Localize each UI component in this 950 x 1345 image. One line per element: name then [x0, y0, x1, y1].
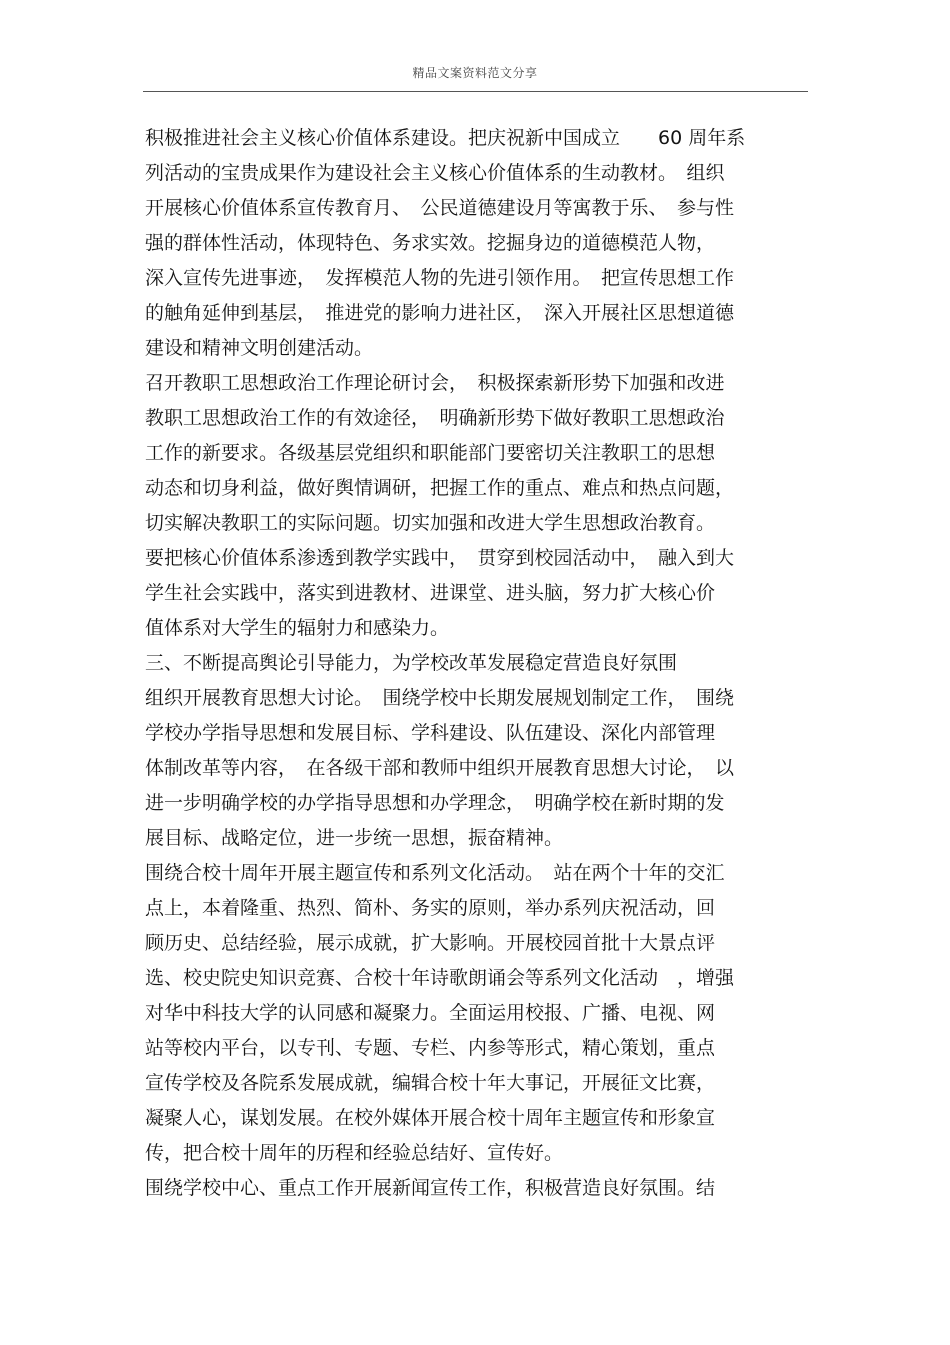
text-line: 积极推进社会主义核心价值体系建设。把庆祝新中国成立 60 周年系 — [145, 127, 746, 149]
text-line: 值体系对大学生的辐射力和感染力。 — [145, 617, 450, 639]
text-line: 体制改革等内容， 在各级干部和教师中组织开展教育思想大讨论， 以 — [145, 757, 735, 779]
text-line: 动态和切身利益，做好舆情调研，把握工作的重点、难点和热点问题， — [145, 477, 735, 499]
text-line: 要把核心价值体系渗透到教学实践中， 贯穿到校园活动中， 融入到大 — [145, 547, 735, 569]
text-line: 宣传学校及各院系发展成就，编辑合校十年大事记，开展征文比赛， — [145, 1072, 716, 1094]
text-line: 顾历史、总结经验，展示成就，扩大影响。开展校园首批十大景点评 — [145, 932, 716, 954]
text-line: 召开教职工思想政治工作理论研讨会， 积极探索新形势下加强和改进 — [145, 372, 725, 394]
text-line: 点上，本着隆重、热烈、简朴、务实的原则，举办系列庆祝活动，回 — [145, 897, 716, 919]
text-line: 对华中科技大学的认同感和凝聚力。全面运用校报、广播、电视、网 — [145, 1002, 716, 1024]
text-line: 围绕合校十周年开展主题宣传和系列文化活动。 站在两个十年的交汇 — [145, 862, 725, 884]
text-line: 学生社会实践中，落实到进教材、进课堂、进头脑，努力扩大核心价 — [145, 582, 716, 604]
text-line: 进一步明确学校的办学指导思想和办学理念， 明确学校在新时期的发 — [145, 792, 725, 814]
text-line: 学校办学指导思想和发展目标、学科建设、队伍建设、深化内部管理 — [145, 722, 716, 744]
text-line: 围绕学校中心、重点工作开展新闻宣传工作，积极营造良好氛围。结 — [145, 1177, 716, 1199]
text-line: 教职工思想政治工作的有效途径， 明确新形势下做好教职工思想政治 — [145, 407, 725, 429]
text-line: 强的群体性活动，体现特色、务求实效。挖掘身边的道德模范人物， — [145, 232, 716, 254]
text-line: 站等校内平台，以专刊、专题、专栏、内参等形式，精心策划，重点 — [145, 1037, 716, 1059]
text-line: 工作的新要求。各级基层党组织和职能部门要密切关注教职工的思想 — [145, 442, 716, 464]
document-body — [145, 121, 810, 1206]
text-line: 展目标、战略定位，进一步统一思想，振奋精神。 — [145, 827, 564, 849]
header-divider — [143, 91, 808, 92]
text-line: 的触角延伸到基层， 推进党的影响力进社区， 深入开展社区思想道德 — [145, 302, 735, 324]
text-line: 深入宣传先进事迹， 发挥模范人物的先进引领作用。 把宣传思想工作 — [145, 267, 735, 289]
text-line: 组织开展教育思想大讨论。 围绕学校中长期发展规划制定工作， 围绕 — [145, 687, 735, 709]
text-line: 建设和精神文明创建活动。 — [145, 337, 374, 359]
text-line: 选、校史院史知识竞赛、合校十年诗歌朗诵会等系列文化活动 ，增强 — [145, 967, 735, 989]
text-line: 切实解决教职工的实际问题。切实加强和改进大学生思想政治教育。 — [145, 512, 716, 534]
page-header: 精品文案资料范文分享 — [412, 66, 538, 80]
section-heading: 三、不断提高舆论引导能力，为学校改革发展稳定营造良好氛围 — [145, 652, 678, 674]
text-line: 凝聚人心，谋划发展。在校外媒体开展合校十周年主题宣传和形象宣 — [145, 1107, 716, 1129]
text-line: 开展核心价值体系宣传教育月、 公民道德建设月等寓教于乐、 参与性 — [145, 197, 735, 219]
text-line: 列活动的宝贵成果作为建设社会主义核心价值体系的生动教材。 组织 — [145, 162, 725, 184]
text-line: 传，把合校十周年的历程和经验总结好、宣传好。 — [145, 1142, 564, 1164]
